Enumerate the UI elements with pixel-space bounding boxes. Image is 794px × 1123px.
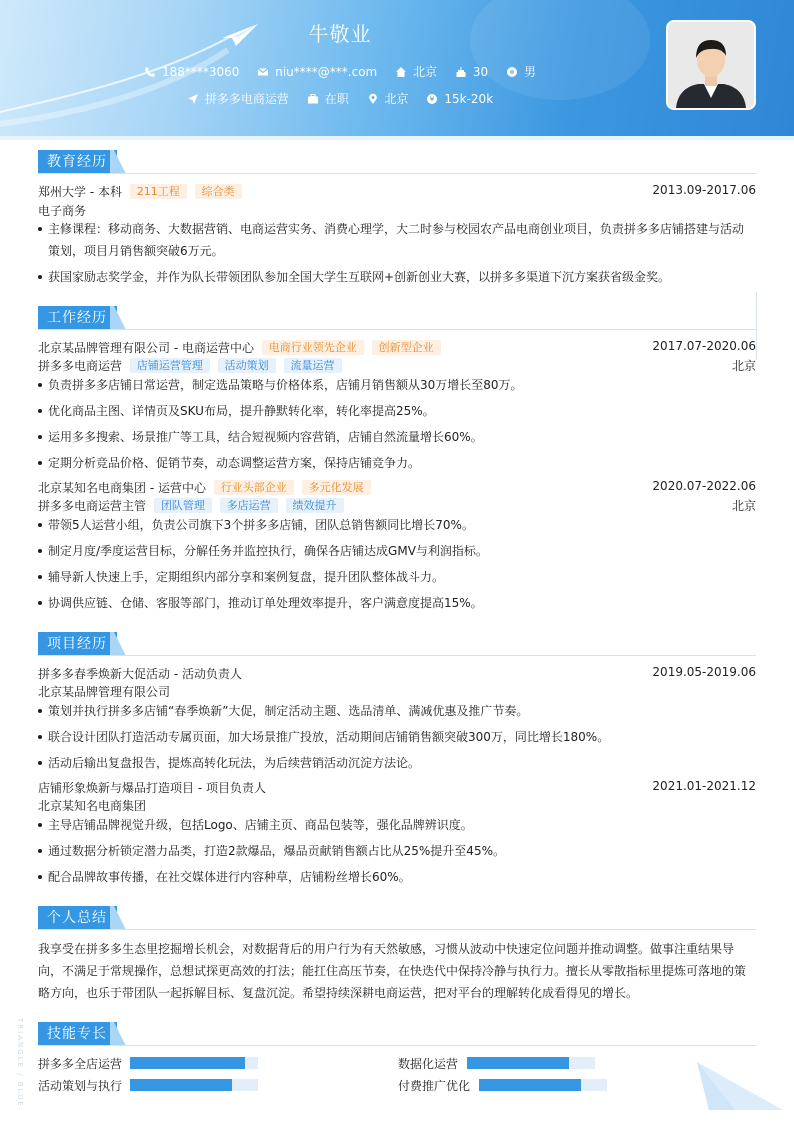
skill-name: 数据化运营: [398, 1057, 459, 1071]
list-item: 主导店铺品牌视觉升级，包括Logo、店铺主页、商品包装等，强化品牌辨识度。: [38, 814, 756, 836]
status-item: [307, 90, 349, 107]
salary-text: 15k-20k: [444, 91, 494, 106]
gender-item: [506, 63, 536, 80]
skill-level-fill: [479, 1079, 581, 1091]
skill-name: 付费推广优化: [398, 1079, 471, 1093]
skill-name: 拼多多全店运营: [38, 1057, 123, 1071]
role-tag: 绩效提升: [286, 498, 344, 513]
list-item: 活动后输出复盘报告，提炼高转化玩法，为后续营销活动沉淀方法论。: [38, 752, 756, 774]
target-job-item: [187, 90, 289, 107]
cake-icon: [455, 66, 467, 78]
candidate-name: 牛敬业: [308, 22, 372, 46]
target-city-item: [367, 90, 409, 107]
tab-tail-decoration: [110, 1022, 126, 1046]
list-item: 制定月度/季度运营目标，分解任务并监控执行，确保各店铺达成GMV与利润指标。: [38, 540, 756, 562]
project-org: 北京某品牌管理有限公司: [38, 685, 171, 699]
list-item: 运用多多搜索、场景推广等工具，结合短视频内容营销，店铺自然流量增长60%。: [38, 426, 756, 448]
list-item: 主修课程：移动商务、大数据营销、电商运营实务、消费心理学，大二时参与校园农产品电商创业项目，负责拼多多店铺搭建与活动: [38, 218, 756, 240]
tab-tail-decoration: [110, 150, 126, 174]
list-item: 配合品牌故事传播，在社交媒体进行内容种草，店铺粉丝增长60%。: [38, 866, 756, 888]
skill-level-fill: [130, 1079, 232, 1091]
money-icon: [426, 93, 438, 105]
list-item: 带领5人运营小组，负责公司旗下3个拼多多店铺，团队总销售额同比增长70%。: [38, 514, 756, 536]
resume-header: [0, 0, 794, 140]
briefcase-icon: [307, 93, 319, 105]
email-item: [257, 65, 377, 79]
phone-icon: [144, 66, 156, 78]
skill-name: 活动策划与执行: [38, 1079, 123, 1093]
work-period: 2017.07-2020.06: [652, 339, 756, 353]
summary-line: 我享受在拼多多生态里挖掘增长机会，对数据背后的用户行为有天然敏感，习惯从波动中快速定位问题并推动调整。做事注重结果导: [38, 942, 735, 956]
section-title: 技能专长: [38, 1022, 117, 1046]
tab-tail-decoration: [110, 306, 126, 330]
school-tag: 综合类: [195, 184, 242, 199]
company-tag: 电商行业领先企业: [262, 340, 364, 355]
role-tag: 流量运营: [284, 358, 342, 373]
send-icon: [187, 93, 199, 105]
list-item: 联合设计团队打造活动专属页面，加大场景推广投放，活动期间店铺销售额突破300万，同比增长180%。: [38, 726, 756, 748]
summary-line: 略方向，也乐于带团队一起拆解目标、复盘沉淀。希望持续深耕电商运营，把对平台的理解转化成看得见的增长。: [38, 986, 639, 1000]
section-title: 个人总结: [38, 906, 117, 930]
project-period: 2019.05-2019.06: [652, 665, 756, 679]
city-text: 北京: [413, 65, 438, 79]
list-item: 协调供应链、仓储、客服等部门，推动订单处理效率提升，客户满意度提高15%。: [38, 592, 756, 614]
role-tag: 店铺运营管理: [130, 358, 210, 373]
summary-line: 向，不满足于常规操作，总想试探更高效的打法；能扛住高压节奏，在快迭代中保持冷静与执行力。擅长从零散指标里提炼可落地的策: [38, 964, 747, 978]
work-role-line: [38, 497, 756, 514]
project-title: 店铺形象焕新与爆品打造项目 - 项目负责人: [38, 781, 266, 795]
section-rule: [38, 929, 756, 930]
list-item: 优化商品主图、详情页及SKU布局，提升静默转化率，转化率提高25%。: [38, 400, 756, 422]
role-tag: 多店运营: [220, 498, 278, 513]
portrait-illustration: [668, 22, 754, 108]
list-item: 定期分析竞品价格、促销节奏，动态调整运营方案，保持店铺竞争力。: [38, 452, 756, 474]
corner-triangle-decoration: [695, 1062, 785, 1112]
education-section-header: [38, 150, 756, 176]
work-period: 2020.07-2022.06: [652, 479, 756, 493]
project-title: 拼多多春季焕新大促活动 - 活动负责人: [38, 667, 242, 681]
list-item: 策划并执行拼多多店铺“春季焕新”大促，制定活动主题、选品清单、满减优惠及推广节奏。: [38, 700, 756, 722]
status-text: 在职: [324, 92, 349, 106]
role-title: 拼多多电商运营: [38, 359, 123, 373]
skill-level-bar: [130, 1057, 258, 1069]
project-title-line: [38, 665, 756, 682]
contact-row: [0, 63, 680, 81]
section-title: 工作经历: [38, 306, 117, 330]
target-job-text: 拼多多电商运营: [204, 92, 289, 106]
age-text: 30: [472, 64, 489, 79]
company-name: 北京某品牌管理有限公司 - 电商运营中心: [38, 341, 254, 355]
skill-level-bar: [479, 1079, 607, 1091]
project-org: 北京某知名电商集团: [38, 799, 147, 813]
work-section-header: [38, 306, 756, 332]
salary-item: [426, 92, 493, 106]
section-rule: [38, 329, 756, 330]
email-text: niu****@***.com: [275, 64, 378, 79]
list-item: 获国家励志奖学金，并作为队长带领团队参加全国大学生互联网+创新创业大赛，以拼多多渠道下沉方案获省级金奖。: [38, 266, 756, 288]
section-rule: [38, 1045, 756, 1046]
section-rule: [38, 655, 756, 656]
list-item-continuation: 策划，项目月销售额突破6万元。: [48, 244, 224, 258]
work-role-line: [38, 357, 756, 374]
skill-level-bar: [467, 1057, 595, 1069]
role-tag: 活动策划: [218, 358, 276, 373]
project-period: 2021.01-2021.12: [652, 779, 756, 793]
mail-icon: [257, 66, 269, 78]
list-item: 辅导新人快速上手，定期组织内部分享和案例复盘，提升团队整体战斗力。: [38, 566, 756, 588]
divider-line: [756, 292, 757, 360]
gender-icon: [506, 66, 518, 78]
list-item: 通过数据分析锁定潜力品类，打造2款爆品，爆品贡献销售额占比从25%提升至45%。: [38, 840, 756, 862]
work-location: 北京: [731, 499, 756, 513]
work-location: 北京: [731, 359, 756, 373]
company-name: 北京某知名电商集团 - 运营中心: [38, 481, 206, 495]
gender-text: 男: [524, 65, 537, 79]
phone-text: 188****3060: [161, 64, 240, 79]
target-city-text: 北京: [384, 92, 409, 106]
skill-level-fill: [467, 1057, 569, 1069]
skills-section-header: [38, 1022, 756, 1048]
role-tag: 团队管理: [154, 498, 212, 513]
list-item: 负责拼多多店铺日常运营，制定选品策略与价格体系，店铺月销售额从30万增长至80万。: [38, 374, 756, 396]
skill-level-bar: [130, 1079, 258, 1091]
home-icon: [395, 66, 407, 78]
work-company-line: [38, 339, 756, 356]
role-title: 拼多多电商运营主管: [38, 499, 147, 513]
section-title: 教育经历: [38, 150, 117, 174]
tab-tail-decoration: [110, 906, 126, 930]
location-pin-icon: [367, 93, 379, 105]
skill-level-fill: [130, 1057, 245, 1069]
major: 电子商务: [38, 204, 87, 218]
phone-item: [144, 65, 239, 79]
section-title: 项目经历: [38, 632, 117, 656]
project-title-line: [38, 779, 756, 796]
education-title-line: [38, 183, 756, 200]
education-period: 2013.09-2017.06: [652, 183, 756, 197]
section-rule: [38, 173, 756, 174]
age-item: [455, 65, 488, 79]
projects-section-header: [38, 632, 756, 658]
company-tag: 多元化发展: [302, 480, 371, 495]
city-item: [395, 63, 437, 80]
school-tag: 211工程: [130, 184, 187, 199]
summary-section-header: [38, 906, 756, 932]
tab-tail-decoration: [110, 632, 126, 656]
job-intent-row: [0, 90, 680, 108]
school-degree: 郑州大学 - 本科: [38, 185, 122, 199]
work-company-line: [38, 479, 756, 496]
company-tag: 创新型企业: [372, 340, 441, 355]
company-tag: 行业头部企业: [214, 480, 294, 495]
avatar-photo: [666, 20, 756, 110]
template-watermark: TRIANGLE / BLUE: [16, 1018, 24, 1108]
svg-text:¥: ¥: [430, 95, 435, 104]
